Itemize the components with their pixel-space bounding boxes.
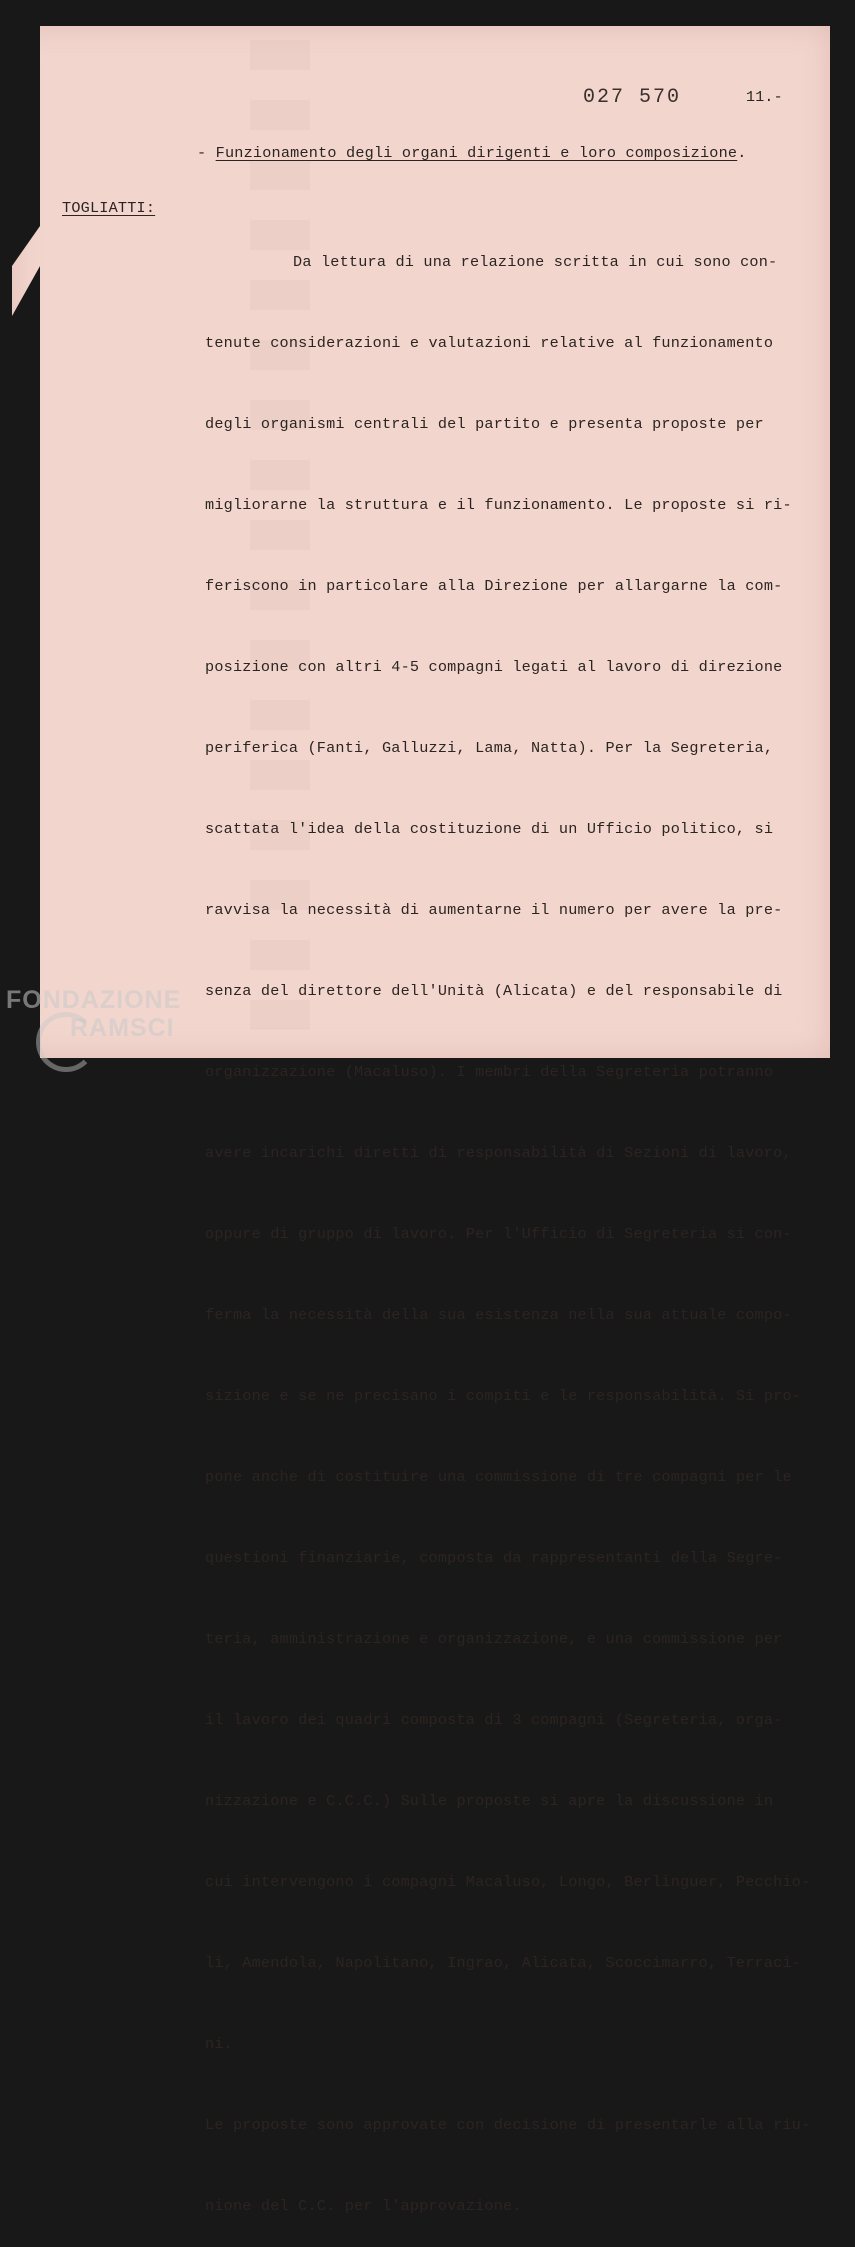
- body-line: tenute considerazioni e valutazioni relative al funzionamento: [205, 334, 774, 352]
- body-text: [205, 195, 810, 2247]
- agenda-item-heading: [197, 140, 747, 167]
- body-line: ni.: [205, 2035, 233, 2053]
- body-line: ravvisa la necessità di aumentarne il numero per avere la pre-: [205, 901, 783, 919]
- heading-dash: -: [197, 144, 216, 162]
- body-line: li, Amendola, Napolitano, Ingrao, Alicata, Scoccimarro, Terraci-: [205, 1954, 802, 1972]
- heading-title: Funzionamento degli organi dirigenti e loro composizione: [215, 144, 738, 162]
- body-line: Da lettura di una relazione scritta in cui sono con-: [293, 253, 778, 271]
- heading-period: .: [737, 144, 747, 162]
- body-line: degli organismi centrali del partito e presenta proposte per: [205, 415, 764, 433]
- page-number: 11.-: [746, 89, 783, 106]
- body-line: ferma la necessità della sua esistenza nella sua attuale compo-: [205, 1306, 792, 1324]
- body-line: nizzazione e C.C.C.) Sulle proposte si apre la discussione in: [205, 1792, 774, 1810]
- body-line: avere incarichi diretti di responsabilità di Sezioni di lavoro,: [205, 1144, 792, 1162]
- watermark: [6, 986, 181, 1042]
- body-line: senza del direttore dell'Unità (Alicata) e del responsabile di: [205, 982, 783, 1000]
- body-line: pone anche di costituire una commissione di tre compagni per le: [205, 1468, 792, 1486]
- body-line: oppure di gruppo di lavoro. Per l'Ufficio di Segreteria si con-: [205, 1225, 792, 1243]
- body-line: scattata l'idea della costituzione di un Ufficio politico, si: [205, 820, 774, 838]
- body-line: teria, amministrazione e organizzazione, e una commissione per: [205, 1630, 783, 1648]
- body-line: periferica (Fanti, Galluzzi, Lama, Natta). Per la Segreteria,: [205, 739, 774, 757]
- body-line: Le proposte sono approvate con decisione di presentarle alla riu-: [205, 2116, 811, 2134]
- body-line: migliorarne la struttura e il funzionamento. Le proposte si ri-: [205, 496, 792, 514]
- body-line: organizzazione (Macaluso). I membri della Segreteria potranno: [205, 1063, 774, 1081]
- body-line: nione del C.C. per l'approvazione.: [205, 2197, 522, 2215]
- body-line: posizione con altri 4-5 compagni legati al lavoro di direzione: [205, 658, 783, 676]
- body-line: sizione e se ne precisano i compiti e le responsabilità. Si pro-: [205, 1387, 802, 1405]
- body-line: il lavoro dei quadri composta di 3 compagni (Segreteria, orga-: [205, 1711, 783, 1729]
- body-line: questioni finanziarie, composta da rappresentanti della Segre-: [205, 1549, 783, 1567]
- body-line: feriscono in particolare alla Direzione per allargarne la com-: [205, 577, 783, 595]
- speaker-label: TOGLIATTI:: [62, 199, 156, 217]
- watermark-line-2: RAMSCI: [70, 1014, 175, 1042]
- body-line: cui intervengono i compagni Macaluso, Longo, Berlinguer, Pecchio-: [205, 1873, 811, 1891]
- reference-number: 027 570: [583, 86, 682, 109]
- watermark-line-1: FONDAZIONE: [6, 986, 182, 1014]
